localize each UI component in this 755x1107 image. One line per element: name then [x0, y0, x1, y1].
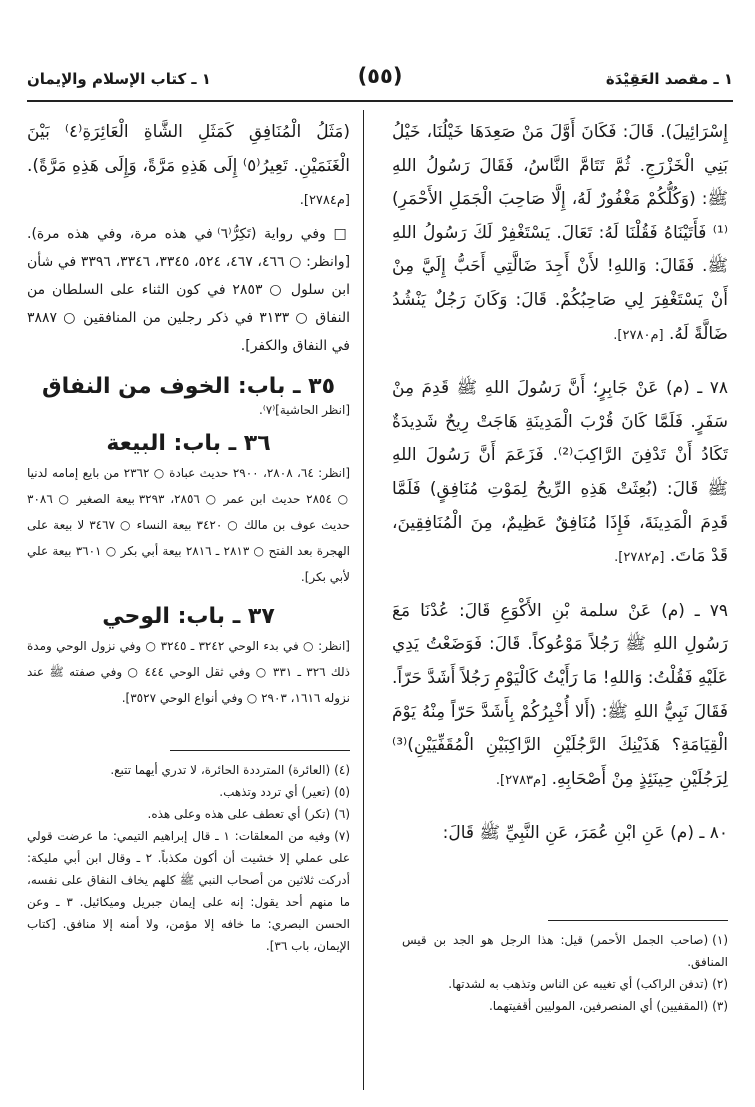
hadith-text: ٧٨ ـ (م) عَنْ جَابِرٍ؛ أَنَّ رَسُولَ اللهِ ﷺ قَدِمَ مِنْ سَفَرٍ. فَلَمَّا كَانَ قُرْبَ الْمَدِينَةِ هَاجَتْ رِيحٌ شَدِيدَةٌ تَكَادُ أَنْ تَدْفِنَ الرَّاكِبَ⁽²⁾. فَزَعَمَ أَنَّ رَسُولَ اللهِ ﷺ قَالَ: (بُعِثَتْ هَذِهِ الرِّيحُ لِمَوْتِ مُنَافِقٍ) فَلَمَّا قَدِمَ الْمَدِينَةَ، فَإِذَا مُنَافِقٌ عَظِيمٌ، مِنَ الْمُنَافِقِينَ، قَدْ مَاتَ.	[392, 378, 728, 567]
hadith-reference: [م٢٧٨٣].	[495, 772, 547, 788]
hadith-reference: [م٢٧٨٤].	[299, 193, 350, 209]
hadith-78	[392, 372, 728, 575]
chapter-heading-36: ٣٦ ـ باب: البيعة	[106, 430, 271, 456]
chapter-heading-35: ٣٥ ـ باب: الخوف من النفاق	[41, 373, 336, 399]
hadith-79	[392, 595, 728, 798]
page-number: (٥٥)	[357, 64, 403, 88]
hadith-text: إِسْرَائِيلَ). قَالَ: فَكَانَ أَوَّلَ مَنْ صَعِدَهَا خَيْلُنَا، خَيْلُ بَنِي الْخَزْرَجِ. ثُمَّ تَتَامَّ النَّاسُ، فَقَالَ رَسُولُ اللهِ ﷺ: (وَكُلُّكُمْ مَغْفُورٌ لَهُ، إِلَّا صَاحِبَ الْجَمَلِ الأَحْمَرِ)⁽¹⁾ فَأَتَيْنَاهُ فَقُلْنَا لَهُ: تَعَالَ. يَسْتَغْفِرْ لَكَ رَسُولُ اللهِ ﷺ. فَقَالَ: وَاللهِ! لأَنْ أَجِدَ ضَالَّتِي أَحَبُّ إِلَيَّ مِنْ أَنْ يَسْتَغْفِرَ لِي صَاحِبُكُمْ. قَالَ: وَكَانَ رَجُلٌ يَنْشُدُ ضَالَّةً لَهُ.	[392, 122, 728, 344]
hadith-text: (مَثَلُ الْمُنَافِقِ كَمَثَلِ الشَّاةِ الْعَائِرَةِ⁽٤⁾ بَيْنَ الْغَنَمَيْنِ. تَعِيرُ⁽٥⁾ إِلَى هَذِهِ مَرَّةً، وَإِلَى هَذِهِ مَرَّةً).	[27, 122, 350, 176]
chapter-references: [انظر: ٦٤، ٢٨٠٨، ٢٩٠٠ حديث عبادة ○ ٢٣٦٢ من بايع إمامه لدنيا ○ ٢٨٥٤ حديث ابن عمر ○ ٢٨٥٦، ٣٢٩٣ بيعة الصغير ○ ٣٠٨٦ حديث عوف بن مالك ○ ٣٤٢٠ بيعة النساء ○ ٣٤٦٧ لا بيعة على الهجرة بعد الفتح ○ ٢٨١٣ ـ ٢٨١٦ بيعة أبي بكر ○ ٣٦٠١ بيعة علي لأبي بكر].	[27, 465, 351, 584]
footnote-separator	[170, 750, 350, 751]
footnote: (٦)(تكر) أي تعطف على هذه وعلى هذه.	[147, 807, 350, 821]
riwaya-note: □ وفي رواية (تَكِرُّ⁽٦⁾ في هذه مرة، وفي هذه مرة). [وانظر: ○ ٤٦٦، ٤٦٧، ٥٢٤، ٣٣٤٥، ٣٣٤٦، ٣٣٩٦ في شأن ابن سلول ○ ٢٨٥٣ في كون الثناء على السلطان من النفاق ○ ٣١٣٣ في ذكر رجلين من المنافقين ○ ٣٨٨٧ في النفاق والكفر].	[27, 225, 351, 354]
footnote-separator	[548, 920, 728, 921]
right-column	[392, 116, 728, 851]
footnote: (١)(صاحب الجمل الأحمر) قيل: هذا الرجل هو الجد بن قيس المنافق.	[402, 933, 728, 969]
chapter-heading-37: ٣٧ ـ باب: الوحي	[102, 603, 275, 629]
section-title: ١ ـ مقصد العَقِيْدَة	[605, 70, 733, 88]
hadith-80-text	[27, 116, 350, 218]
hadith-text: ٨٠ ـ (م) عَنِ ابْنِ عُمَرَ، عَنِ النَّبِيِّ ﷺ قَالَ:	[442, 823, 728, 844]
left-footnotes	[27, 750, 350, 957]
book-title: ١ ـ كتاب الإسلام والإيمان	[27, 70, 211, 88]
footnote: (٥)(تعير) أي تردد وتذهب.	[219, 785, 350, 799]
hadith-reference: [م٢٧٨٢].	[614, 550, 665, 566]
footnote: (٢)(تدفن الراكب) أي تغيبه عن الناس وتذهب به لشدتها.	[448, 977, 728, 991]
chapter-note: [انظر الحاشية]⁽٧⁾.	[259, 402, 350, 417]
hadith-continuation	[392, 116, 728, 352]
chapter-references: [انظر: ○ في بدء الوحي ٣٢٤٢ ـ ٣٢٤٥ ○ وفي نزول الوحي ومدة ذلك ٣٢٦ ـ ٣٣١ ○ وفي ثقل الوحي ٤٤٤ ○ وفي صفته ﷺ عند نزوله ١٦١٦، ٢٩٠٣ ○ وفي أنواع الوحي ٣٥٢٧].	[27, 638, 350, 705]
left-column	[27, 116, 350, 711]
column-divider	[363, 110, 364, 1090]
right-footnotes	[402, 920, 728, 1017]
page-header	[27, 60, 733, 102]
footnote: (٧)وفيه من المعلقات: ١ ـ قال إبراهيم التيمي: ما عرضت قولي على عملي إلا خشيت أن أكون مكذباً. ٢ ـ وقال ابن أبي مليكة: أدركت ثلاثين من أصحاب النبي ﷺ كلهم يخاف النفاق على نفسه، ما منهم أحد يقول: إنه على إيمان جبريل وميكائيل. ٣ ـ وعن الحسن البصري: ما خافه إلا مؤمن، ولا أمنه إلا منافق. [كتاب الإيمان، باب ٣٦].	[27, 829, 351, 953]
footnote: (٣)(المقفيين) أي المنصرفين، الموليين أقفيتهما.	[488, 999, 728, 1013]
footnote: (٤)(العائرة) المترددة الحائرة، لا تدري أيهما تتبع.	[110, 763, 350, 777]
hadith-80	[392, 817, 728, 851]
hadith-reference: [م٢٧٨٠].	[613, 327, 664, 343]
hadith-text: ٧٩ ـ (م) عَنْ سلمة بْنِ الأَكْوَعِ قَالَ: عُدْنَا مَعَ رَسُولِ اللهِ ﷺ رَجُلاً مَوْعُوكاً. قَالَ: فَوَضَعْتُ يَدِي عَلَيْهِ فَقُلْتُ: وَاللهِ! مَا رَأَيْتُ كَالْيَوْمِ رَجُلاً أَشَدَّ حَرّاً. فَقَالَ نَبِيُّ اللهِ ﷺ: (أَلا أُخْبِرُكُمْ بِأَشَدَّ حَرّاً مِنْهُ يَوْمَ الْقِيَامَةِ؟ هَذَيْنِكَ الرَّجُلَيْنِ الرَّاكِبَيْنِ الْمُقَفِّيَيْنِ)⁽³⁾ لِرَجُلَيْنِ حِينَئِذٍ مِنْ أَصْحَابِهِ.	[392, 600, 728, 789]
